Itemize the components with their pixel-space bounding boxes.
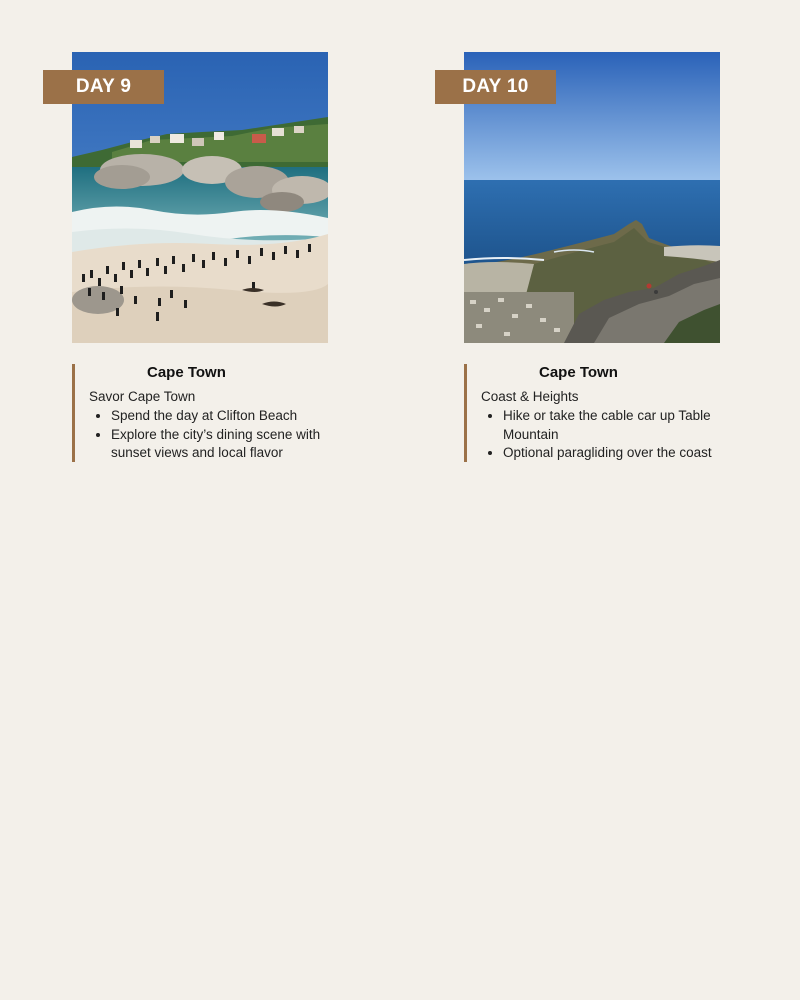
day-description: [72, 364, 362, 462]
activity-item: • Optional paragliding over the coast: [503, 444, 754, 463]
activity-item: • Hike or take the cable car up Table Mountain: [503, 407, 754, 444]
activity-list: [89, 407, 362, 463]
activity-list: [481, 407, 754, 463]
day-subtitle: Coast & Heights: [481, 389, 579, 404]
activity-item: • Explore the city’s dining scene with sunset views and local flavor: [111, 426, 362, 463]
day-badge: DAY 10: [435, 70, 556, 104]
day-badge: DAY 9: [43, 70, 164, 104]
location-title: Cape Town: [147, 364, 226, 381]
day-subtitle: Savor Cape Town: [89, 389, 196, 404]
day-card-10: [392, 0, 722, 470]
day-card-9: [0, 0, 330, 470]
activity-item: • Spend the day at Clifton Beach: [111, 407, 362, 426]
location-title: Cape Town: [539, 364, 618, 381]
day-description: [464, 364, 754, 462]
